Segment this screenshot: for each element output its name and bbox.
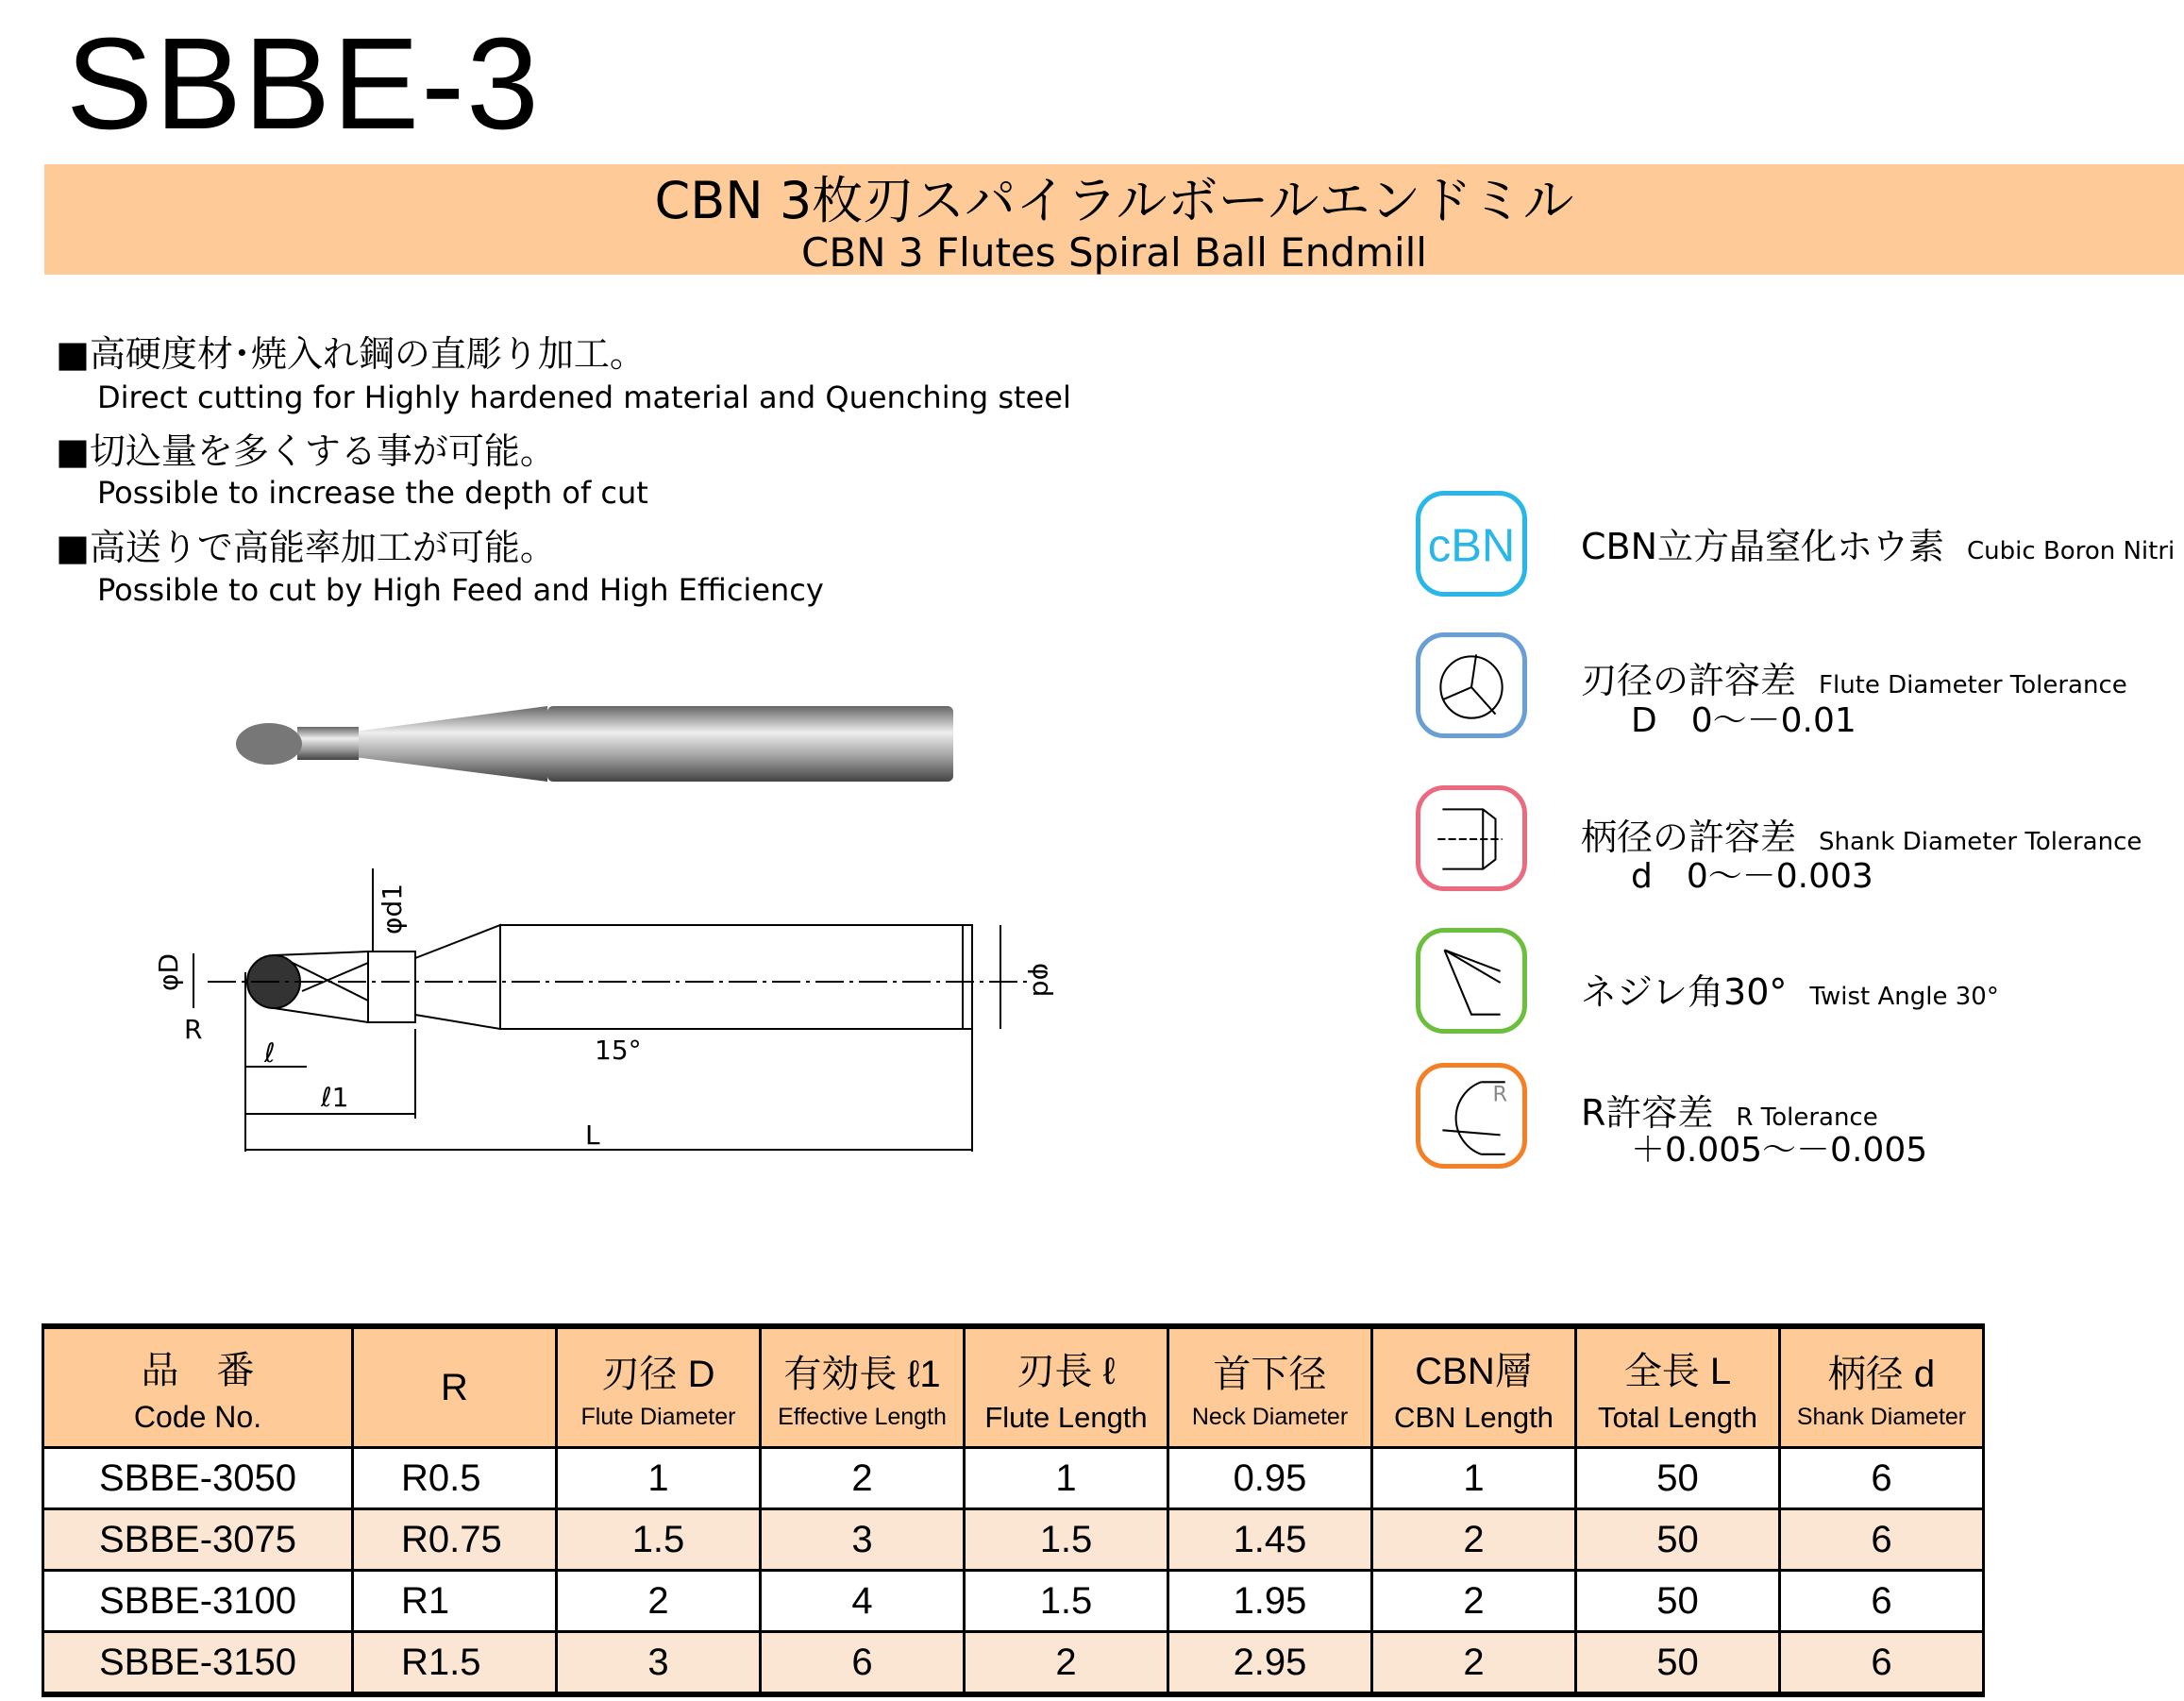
- label-angle: 15°: [595, 1035, 642, 1066]
- cell-flute-length: 1.5: [965, 1571, 1168, 1632]
- dimension-drawing: [151, 850, 1067, 1161]
- table-row: [43, 1571, 1984, 1632]
- svg-text:cBN: cBN: [1427, 520, 1516, 572]
- feature-en: Direct cutting for Highly hardened material and Quenching steel: [97, 379, 1071, 415]
- header-total-length: 全長 L Total Length: [1576, 1326, 1780, 1448]
- label-phi-d1: φd1: [377, 883, 408, 935]
- feature-jp: ■切込量を多くする事が可能。: [56, 430, 556, 472]
- feature-jp: ■高硬度材･焼入れ鋼の直彫り加工。: [56, 333, 646, 375]
- table-header-row: [43, 1326, 1984, 1448]
- header-r: R: [353, 1326, 557, 1448]
- label-R: R: [184, 1014, 203, 1045]
- label-phi-d: φd: [1027, 963, 1058, 998]
- cell-flute-length: 1: [965, 1448, 1168, 1509]
- cell-effective-length: 4: [761, 1571, 965, 1632]
- cell-neck-diameter: 0.95: [1168, 1448, 1372, 1509]
- tool-photo: [231, 699, 963, 788]
- cell-neck-diameter: 2.95: [1168, 1632, 1372, 1695]
- label-phi-D: φD: [153, 952, 184, 991]
- r-tolerance-value: ＋0.005～－0.005: [1631, 1131, 1928, 1170]
- table-row: [43, 1632, 1984, 1695]
- cell-flute-diameter: 2: [557, 1571, 761, 1632]
- svg-text:R: R: [1492, 1082, 1508, 1107]
- cell-cbn-length: 2: [1372, 1509, 1576, 1571]
- cell-flute-length: 1.5: [965, 1509, 1168, 1571]
- header-shank-diameter: 柄径 d Shank Diameter: [1780, 1326, 1984, 1448]
- cell-shank-diameter: 6: [1780, 1509, 1984, 1571]
- banner-title-en: CBN 3 Flutes Spiral Ball Endmill: [801, 229, 1427, 276]
- table-row: [43, 1509, 1984, 1571]
- spec-twist-angle: ネジレ角30° Twist Angle 30°: [1581, 971, 1999, 1013]
- header-flute-length: 刃長 ℓ Flute Length: [965, 1326, 1168, 1448]
- header-neck-diameter: 首下径 Neck Diameter: [1168, 1326, 1372, 1448]
- label-L: L: [585, 1120, 600, 1151]
- cell-code: SBBE-3100: [43, 1571, 353, 1632]
- header-code: 品 番 Code No.: [43, 1326, 353, 1448]
- cell-total-length: 50: [1576, 1509, 1780, 1571]
- header-cbn-length: CBN層 CBN Length: [1372, 1326, 1576, 1448]
- spec-table: [42, 1323, 1985, 1697]
- cell-total-length: 50: [1576, 1571, 1780, 1632]
- twist-angle-icon: [1416, 928, 1527, 1034]
- cell-code: SBBE-3150: [43, 1632, 353, 1695]
- feature-jp: ■高送りで高能率加工が可能。: [56, 527, 556, 568]
- cell-cbn-length: 2: [1372, 1571, 1576, 1632]
- cell-r: R1.5: [353, 1632, 557, 1695]
- header-flute-diameter: 刃径 D Flute Diameter: [557, 1326, 761, 1448]
- cell-code: SBBE-3050: [43, 1448, 353, 1509]
- label-l: ℓ: [264, 1037, 276, 1069]
- cell-r: R0.5: [353, 1448, 557, 1509]
- cell-effective-length: 6: [761, 1632, 965, 1695]
- cell-effective-length: 3: [761, 1509, 965, 1571]
- cell-cbn-length: 2: [1372, 1632, 1576, 1695]
- cell-neck-diameter: 1.95: [1168, 1571, 1372, 1632]
- shank-diameter-value: d 0～－0.003: [1631, 857, 1873, 896]
- cell-flute-length: 2: [965, 1632, 1168, 1695]
- cell-flute-diameter: 3: [557, 1632, 761, 1695]
- banner-title-jp: CBN 3枚刃スパイラルボールエンドミル: [654, 171, 1574, 230]
- flute-diameter-icon: [1416, 632, 1527, 738]
- cell-total-length: 50: [1576, 1448, 1780, 1509]
- header-effective-length: 有効長 ℓ1 Effective Length: [761, 1326, 965, 1448]
- cell-r: R1: [353, 1571, 557, 1632]
- cell-shank-diameter: 6: [1780, 1632, 1984, 1695]
- cell-flute-diameter: 1.5: [557, 1509, 761, 1571]
- cell-shank-diameter: 6: [1780, 1448, 1984, 1509]
- cell-total-length: 50: [1576, 1632, 1780, 1695]
- spec-r-tolerance: R許容差 R Tolerance: [1581, 1092, 1878, 1134]
- cell-r: R0.75: [353, 1509, 557, 1571]
- feature-en: Possible to cut by High Feed and High Efficiency: [97, 572, 824, 608]
- flute-diameter-value: D 0～－0.01: [1631, 701, 1856, 740]
- product-title: SBBE-3: [66, 11, 541, 157]
- feature-en: Possible to increase the depth of cut: [97, 475, 648, 511]
- title-banner: [44, 164, 2184, 275]
- cell-shank-diameter: 6: [1780, 1571, 1984, 1632]
- cell-flute-diameter: 1: [557, 1448, 761, 1509]
- spec-shank-diameter: 柄径の許容差 Shank Diameter Tolerance: [1581, 817, 2142, 858]
- cell-cbn-length: 1: [1372, 1448, 1576, 1509]
- spec-cbn: CBN立方晶窒化ホウ素 Cubic Boron Nitri: [1581, 526, 2176, 567]
- spec-flute-diameter: 刃径の許容差 Flute Diameter Tolerance: [1581, 660, 2127, 701]
- shank-diameter-icon: [1416, 785, 1527, 891]
- cell-code: SBBE-3075: [43, 1509, 353, 1571]
- table-row: [43, 1448, 1984, 1509]
- label-l1: ℓ1: [321, 1082, 349, 1113]
- r-tolerance-icon: [1416, 1063, 1527, 1169]
- cell-effective-length: 2: [761, 1448, 965, 1509]
- cbn-icon: [1416, 491, 1527, 597]
- cell-neck-diameter: 1.45: [1168, 1509, 1372, 1571]
